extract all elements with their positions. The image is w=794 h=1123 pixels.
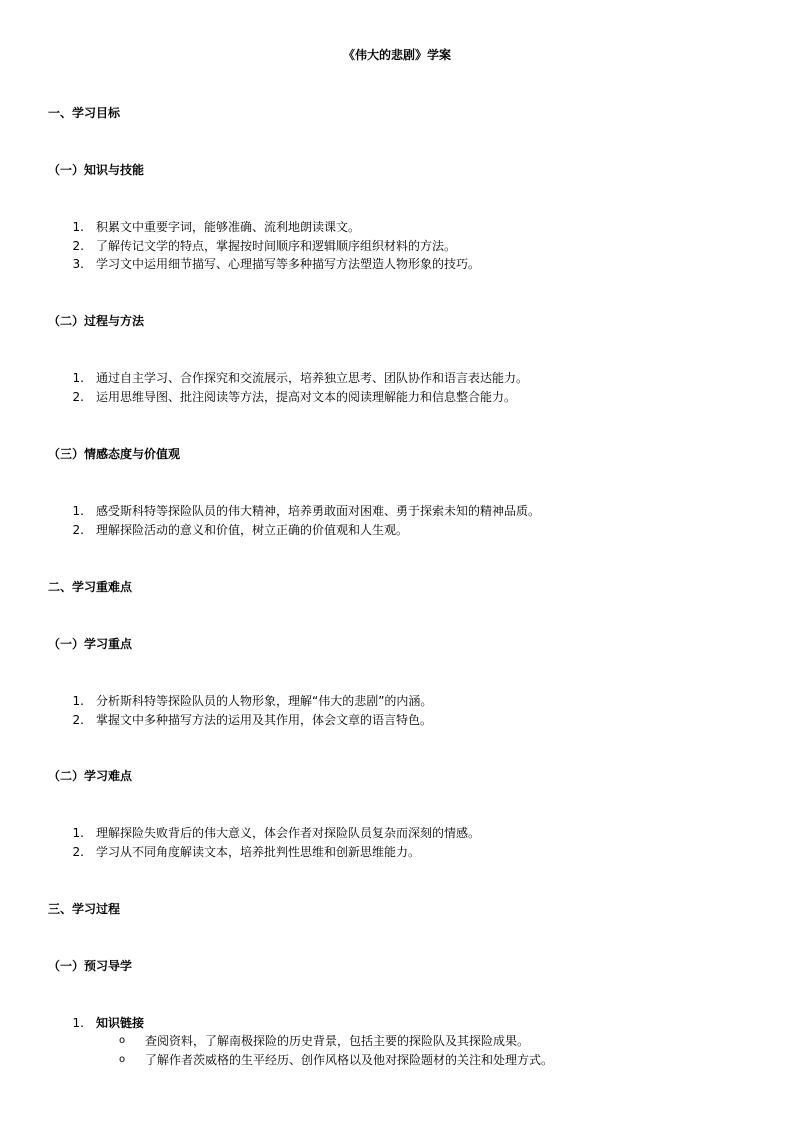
- list-item-number: 2.: [72, 523, 84, 537]
- list-item-number: 3.: [72, 257, 84, 271]
- section-heading-key-points: 二、学习重难点: [48, 580, 133, 594]
- list-item-number: 1.: [72, 826, 84, 840]
- subsection-heading-focus: （一）学习重点: [48, 637, 133, 651]
- list-item-number: 1.: [72, 1016, 84, 1030]
- subsection-heading-values: （三）情感态度与价值观: [48, 447, 181, 461]
- subsection-heading-preview: （一）预习导学: [48, 959, 133, 973]
- list-item-number: 1.: [72, 220, 84, 234]
- bullet-icon: o: [119, 1035, 126, 1046]
- list-item-text: 掌握文中多种描写方法的运用及其作用，体会文章的语言特色。: [96, 713, 433, 727]
- sub-list-item-text: 了解作者茨威格的生平经历、创作风格以及他对探险题材的关注和处理方式。: [145, 1053, 554, 1067]
- section-heading-learning-process: 三、学习过程: [48, 902, 121, 916]
- sub-list-item-text: 查阅资料，了解南极探险的历史背景，包括主要的探险队及其探险成果。: [145, 1034, 530, 1048]
- list-item-number: 1.: [72, 504, 84, 518]
- list-item-text: 学习从不同角度解读文本，培养批判性思维和创新思维能力。: [96, 845, 421, 859]
- list-item-text: 积累文中重要字词，能够准确、流利地朗读课文。: [96, 220, 361, 234]
- list-item-number: 2.: [72, 390, 84, 404]
- list-item-text: 通过自主学习、合作探究和交流展示，培养独立思考、团队协作和语言表达能力。: [96, 371, 529, 385]
- list-item-number: 2.: [72, 845, 84, 859]
- list-item-number: 2.: [72, 713, 84, 727]
- list-item-number: 2.: [72, 239, 84, 253]
- section-heading-learning-goals: 一、学习目标: [48, 106, 121, 120]
- list-item-text: 学习文中运用细节描写、心理描写等多种描写方法塑造人物形象的技巧。: [96, 257, 481, 271]
- subsection-heading-process-methods: （二）过程与方法: [48, 314, 145, 328]
- list-item-text: 了解传记文学的特点，掌握按时间顺序和逻辑顺序组织材料的方法。: [96, 239, 457, 253]
- list-item-number: 1.: [72, 371, 84, 385]
- subsection-heading-difficulties: （二）学习难点: [48, 769, 133, 783]
- list-item-text: 感受斯科特等探险队员的伟大精神，培养勇敢面对困难、勇于探索未知的精神品质。: [96, 504, 541, 518]
- page-title: 《伟大的悲剧》学案: [342, 48, 451, 62]
- subsection-heading-knowledge-skills: （一）知识与技能: [48, 163, 145, 177]
- list-item-text-knowledge-link: 知识链接: [96, 1016, 145, 1030]
- list-item-text: 理解探险活动的意义和价值，树立正确的价值观和人生观。: [96, 523, 409, 537]
- list-item-text: 理解探险失败背后的伟大意义，体会作者对探险队员复杂而深刻的情感。: [96, 826, 481, 840]
- list-item-text: 分析斯科特等探险队员的人物形象，理解“伟大的悲剧”的内涵。: [96, 694, 433, 708]
- bullet-icon: o: [119, 1054, 126, 1065]
- list-item-text: 运用思维导图、批注阅读等方法，提高对文本的阅读理解能力和信息整合能力。: [96, 390, 517, 404]
- list-item-number: 1.: [72, 694, 84, 708]
